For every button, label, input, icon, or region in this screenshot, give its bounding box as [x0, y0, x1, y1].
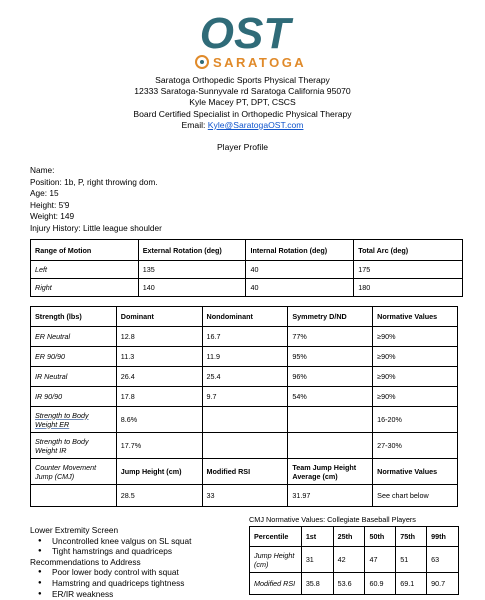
table-cell: ≥90%: [373, 367, 458, 387]
table-cell: ER 90/90: [31, 347, 117, 367]
table-header-cell: 1st: [301, 527, 333, 547]
table-cell: [288, 433, 373, 459]
player-position: Position: 1b, P, right throwing dom.: [30, 176, 158, 187]
email-line: [0, 120, 485, 131]
table-header-row: [250, 527, 459, 547]
table-cell: 95%: [288, 347, 373, 367]
player-injury-history: Injury History: Little league shoulder: [30, 222, 162, 233]
player-weight: Weight: 149: [30, 211, 75, 222]
table-cell: Right: [31, 279, 139, 297]
table-header-cell: Internal Rotation (deg): [246, 240, 354, 261]
table-cell: [288, 407, 373, 433]
table-cell: IR Neutral: [31, 367, 117, 387]
table-header-cell: Symmetry D/ND: [288, 307, 373, 327]
clinic-header: [0, 75, 485, 131]
table-header-cell: Dominant: [116, 307, 202, 327]
table-cell: 25.4: [202, 367, 288, 387]
table-cell: 63: [427, 547, 459, 573]
table-cell: ≥90%: [373, 387, 458, 407]
table-cell: 140: [138, 279, 246, 297]
table-header-cell: Strength (lbs): [31, 307, 117, 327]
table-header-row: [31, 459, 458, 485]
player-info: [30, 165, 162, 235]
table-cell: 42: [333, 547, 365, 573]
table-cell: 11.9: [202, 347, 288, 367]
table-cell: 9.7: [202, 387, 288, 407]
list-item: ● Hamstring and quadriceps tightness: [52, 578, 191, 589]
player-name: Name:: [30, 165, 55, 175]
table-row: [31, 327, 458, 347]
table-cell: [202, 433, 288, 459]
table-cell: Jump Height (cm): [250, 547, 302, 573]
list-item: ● ER/IR weakness: [52, 589, 191, 600]
list-item: ● Poor lower body control with squat: [52, 567, 191, 578]
table-cell: Modified RSI: [250, 573, 302, 595]
table-row: [250, 573, 459, 595]
table-header-row: [31, 307, 458, 327]
table-row: [31, 407, 458, 433]
table-cell: 26.4: [116, 367, 202, 387]
table-cell: ER Neutral: [31, 327, 117, 347]
list-item: ● Tight hamstrings and quadriceps: [52, 546, 191, 557]
table-header-cell: 99th: [427, 527, 459, 547]
table-header-cell: Total Arc (deg): [354, 240, 463, 261]
table-cell: Left: [31, 261, 139, 279]
table-header-cell: External Rotation (deg): [138, 240, 246, 261]
table-cell: [202, 407, 288, 433]
table-cell: 28.5: [116, 485, 202, 507]
table-header-cell: Normative Values: [373, 459, 458, 485]
logo-wordmark: OST: [199, 9, 291, 58]
cmj-norms-caption: CMJ Normative Values: Collegiate Baseball Players: [249, 515, 416, 524]
table-header-cell: Modified RSI: [202, 459, 288, 485]
table-cell: 17.8: [116, 387, 202, 407]
table-cell: 175: [354, 261, 463, 279]
email-link[interactable]: Kyle@SaratogaOST.com: [207, 119, 304, 130]
table-cell: 51: [396, 547, 427, 573]
cmj-norms-table: [249, 526, 459, 595]
table-header-cell: Team Jump Height Average (cm): [288, 459, 373, 485]
table-cell: 11.3: [116, 347, 202, 367]
table-cell: ≥90%: [373, 327, 458, 347]
ost-logo: [165, 8, 325, 70]
list-item: ● Uncontrolled knee valgus on SL squat: [52, 536, 191, 547]
logo-graphic: [165, 8, 325, 70]
table-row: [31, 367, 458, 387]
clinician-name: Kyle Macey PT, DPT, CSCS: [189, 97, 296, 108]
lower-extremity-section: [30, 525, 191, 599]
recommendations-title: Recommendations to Address: [30, 556, 141, 567]
table-cell: 31.97: [288, 485, 373, 507]
player-age: Age: 15: [30, 188, 59, 199]
table-cell: 53.6: [333, 573, 365, 595]
table-cell: 60.9: [365, 573, 396, 595]
player-height: Height: 5'9: [30, 199, 70, 210]
email-label: Email:: [181, 119, 208, 130]
table-header-cell: Range of Motion: [31, 240, 139, 261]
table-row: [250, 547, 459, 573]
table-cell: See chart below: [373, 485, 458, 507]
logo-subtitle: SARATOGA: [213, 55, 307, 70]
range-of-motion-table: [30, 239, 463, 297]
table-cell: 90.7: [427, 573, 459, 595]
table-header-cell: 75th: [396, 527, 427, 547]
table-cell: IR 90/90: [31, 387, 117, 407]
practice-name: Saratoga Orthopedic Sports Physical Therapy: [155, 75, 330, 85]
table-cell: 16.7: [202, 327, 288, 347]
table-header-row: [31, 240, 463, 261]
table-header-cell: Nondominant: [202, 307, 288, 327]
practice-address: 12333 Saratoga-Sunnyvale rd Saratoga California 95070: [134, 86, 351, 97]
table-cell: 27-30%: [373, 433, 458, 459]
table-cell: 69.1: [396, 573, 427, 595]
table-row: [31, 261, 463, 279]
table-header-cell: Jump Height (cm): [116, 459, 202, 485]
lower-extremity-list: [30, 536, 191, 557]
table-cell: 8.6%: [116, 407, 202, 433]
table-cell: 54%: [288, 387, 373, 407]
table-cell: 47: [365, 547, 396, 573]
table-row: [31, 433, 458, 459]
table-cell: 35.8: [301, 573, 333, 595]
table-cell: 96%: [288, 367, 373, 387]
page-title: Player Profile: [216, 142, 269, 152]
recommendations-list: [30, 567, 191, 599]
table-row: [31, 387, 458, 407]
table-header-cell: Normative Values: [373, 307, 458, 327]
table-cell: 16-20%: [373, 407, 458, 433]
table-cell: ≥90%: [373, 347, 458, 367]
table-cell: Strength to Body Weight ER: [31, 407, 117, 433]
table-row: [31, 485, 458, 507]
table-cell: 33: [202, 485, 288, 507]
table-row: [31, 279, 463, 297]
table-cell: 180: [354, 279, 463, 297]
table-cell: 135: [138, 261, 246, 279]
clinician-certification: Board Certified Specialist in Orthopedic Physical Therapy: [133, 108, 352, 119]
table-cell: 77%: [288, 327, 373, 347]
lower-extremity-title: Lower Extremity Screen: [30, 525, 119, 535]
table-cell: 12.8: [116, 327, 202, 347]
table-cell: 31: [301, 547, 333, 573]
table-cell: 40: [246, 279, 354, 297]
table-row: [31, 347, 458, 367]
table-cell: [31, 485, 117, 507]
table-cell: 40: [246, 261, 354, 279]
table-header-cell: 25th: [333, 527, 365, 547]
table-header-cell: Percentile: [250, 527, 302, 547]
table-cell: Counter Movement Jump (CMJ): [31, 459, 117, 485]
table-header-cell: 50th: [365, 527, 396, 547]
strength-table: [30, 306, 458, 507]
table-cell: 17.7%: [116, 433, 202, 459]
table-cell: Strength to Body Weight IR: [31, 433, 117, 459]
